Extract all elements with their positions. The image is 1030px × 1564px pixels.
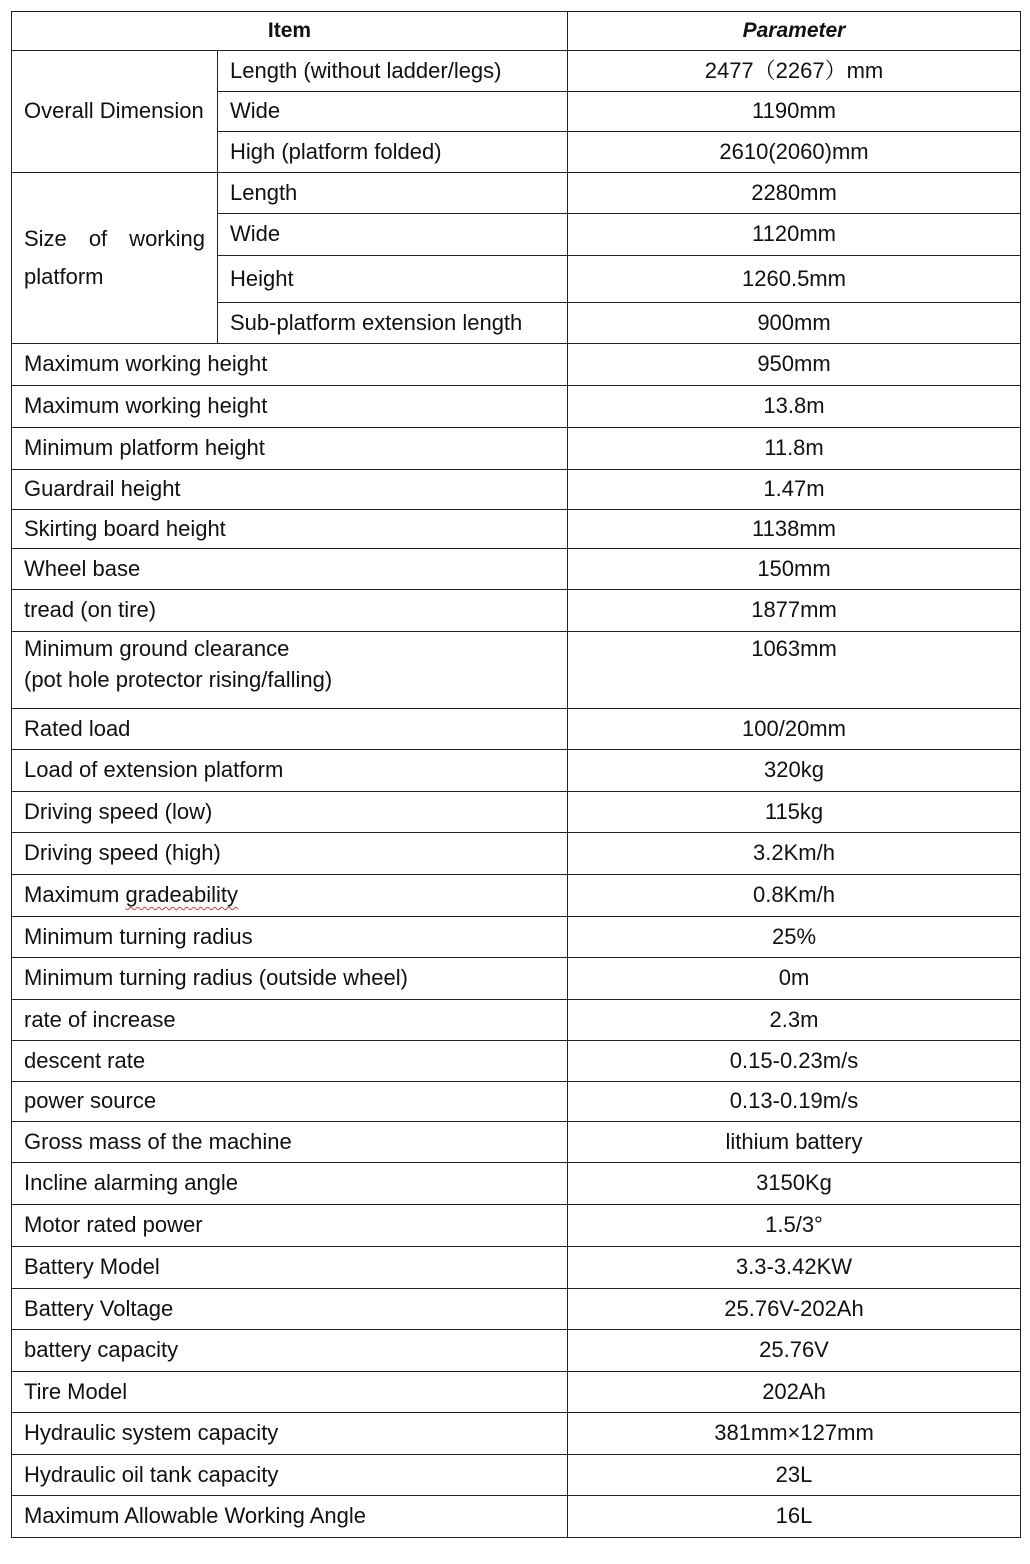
overall-dimension-label: Overall Dimension [12,51,218,173]
table-row [12,1000,1021,1041]
table-row [12,173,1021,214]
param-value: 23L [568,1455,1021,1496]
table-row [12,51,1021,92]
param-value: 950mm [568,344,1021,386]
spec-label: Wheel base [12,549,568,590]
table-row [12,386,1021,428]
spec-label [12,632,568,709]
spec-label: Maximum working height [12,386,568,428]
table-row [12,1455,1021,1496]
param-value: 2477（2267）mm [568,51,1021,92]
param-value: 115kg [568,792,1021,833]
table-row [12,1247,1021,1289]
param-value: 25.76V [568,1330,1021,1372]
spec-label: Motor rated power [12,1205,568,1247]
header-row [12,12,1021,51]
table-row [12,709,1021,750]
spec-label: Battery Model [12,1247,568,1289]
sub-item-label: Length [218,173,568,214]
param-value: 25.76V-202Ah [568,1289,1021,1330]
param-value: 3.3-3.42KW [568,1247,1021,1289]
spellcheck-underlined-word: gradeability [125,882,238,908]
table-row [12,1496,1021,1538]
table-row [12,1289,1021,1330]
spec-label-text: Maximum [24,882,126,908]
param-value: 3.2Km/h [568,833,1021,875]
param-value: 100/20mm [568,709,1021,750]
param-value: 2.3m [568,1000,1021,1041]
sub-item-label: Height [218,256,568,303]
spec-label: power source [12,1082,568,1122]
spec-label-note: (pot hole protector rising/falling) [24,666,333,692]
param-value: 1138mm [568,510,1021,549]
parameter-header: Parameter [568,12,1021,51]
spec-label: Guardrail height [12,470,568,510]
spec-label: Hydraulic oil tank capacity [12,1455,568,1496]
table-row [12,875,1021,917]
spec-label: rate of increase [12,1000,568,1041]
param-value: lithium battery [568,1122,1021,1163]
table-row [12,833,1021,875]
table-row [12,590,1021,632]
param-value: 0m [568,958,1021,1000]
param-value: 16L [568,1496,1021,1538]
spec-label: Gross mass of the machine [12,1122,568,1163]
param-value: 11.8m [568,428,1021,470]
spec-label: descent rate [12,1041,568,1082]
sub-item-label: Length (without ladder/legs) [218,51,568,92]
table-row [12,1330,1021,1372]
param-value: 3150Kg [568,1163,1021,1205]
param-value: 0.8Km/h [568,875,1021,917]
param-value: 320kg [568,750,1021,792]
spec-label: Load of extension platform [12,750,568,792]
table-row [12,1163,1021,1205]
spec-label: Minimum turning radius (outside wheel) [12,958,568,1000]
param-value: 1063mm [568,632,1021,709]
table-row [12,792,1021,833]
spec-label-line: Minimum ground clearance [24,636,290,661]
spec-label: Driving speed (low) [12,792,568,833]
spec-label: Skirting board height [12,510,568,549]
table-row [12,917,1021,958]
param-value: 900mm [568,303,1021,344]
spec-label [12,875,568,917]
spec-label: Battery Voltage [12,1289,568,1330]
spec-label: Minimum platform height [12,428,568,470]
param-value: 1.5/3° [568,1205,1021,1247]
param-value: 1190mm [568,92,1021,132]
sub-item-label: High (platform folded) [218,132,568,173]
table-row [12,1122,1021,1163]
param-value: 202Ah [568,1372,1021,1413]
table-row [12,470,1021,510]
table-row [12,549,1021,590]
param-value: 1877mm [568,590,1021,632]
table-row [12,632,1021,709]
table-row [12,1413,1021,1455]
spec-label: Rated load [12,709,568,750]
spec-label: Incline alarming angle [12,1163,568,1205]
param-value: 1.47m [568,470,1021,510]
spec-label: Driving speed (high) [12,833,568,875]
table-row [12,958,1021,1000]
working-platform-label: Size of working platform [12,173,218,344]
item-header: Item [12,12,568,51]
table-row [12,1372,1021,1413]
param-value: 25% [568,917,1021,958]
param-value: 13.8m [568,386,1021,428]
spec-label: battery capacity [12,1330,568,1372]
table-row [12,1082,1021,1122]
param-value: 150mm [568,549,1021,590]
table-row [12,510,1021,549]
param-value: 1260.5mm [568,256,1021,303]
sub-item-label: Wide [218,92,568,132]
table-row [12,1041,1021,1082]
spec-label: Maximum Allowable Working Angle [12,1496,568,1538]
spec-label: Tire Model [12,1372,568,1413]
spec-label: Maximum working height [12,344,568,386]
spec-label: Hydraulic system capacity [12,1413,568,1455]
sub-item-label: Wide [218,214,568,256]
spec-table [11,11,1021,1538]
table-row [12,750,1021,792]
table-row [12,1205,1021,1247]
param-value: 0.15-0.23m/s [568,1041,1021,1082]
param-value: 0.13-0.19m/s [568,1082,1021,1122]
param-value: 381mm×127mm [568,1413,1021,1455]
table-row [12,428,1021,470]
spec-label: Minimum turning radius [12,917,568,958]
sub-item-label: Sub-platform extension length [218,303,568,344]
param-value: 2610(2060)mm [568,132,1021,173]
param-value: 1120mm [568,214,1021,256]
param-value: 2280mm [568,173,1021,214]
table-row [12,344,1021,386]
spec-label: tread (on tire) [12,590,568,632]
